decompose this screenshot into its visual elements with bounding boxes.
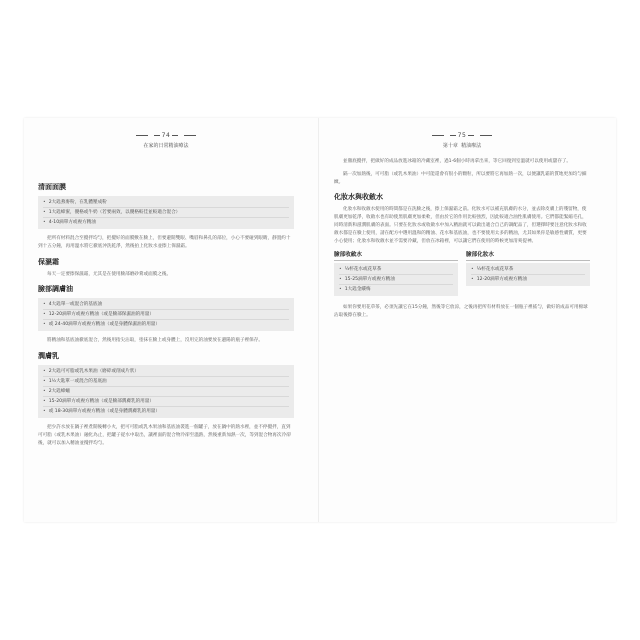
ingredient-item: • ¼杯花水或花草茶: [339, 265, 453, 275]
left-running-title: 在家的日常精油療法: [143, 143, 189, 149]
paragraph-moisturizer: 每天一定要擦保濕霜，尤其是在使用臉部磨砂膏或面膜之後。: [47, 271, 172, 277]
book-spread: [24, 118, 616, 522]
right-running-title: [320, 142, 604, 149]
ingredient-box-astringent: [334, 263, 458, 296]
section-title-face-mask: 清面面膜: [38, 183, 66, 191]
chapter-title: 精油療法: [461, 143, 482, 149]
right-page-number-line: [320, 132, 604, 139]
right-running-head: [320, 132, 604, 149]
section-title-toner: 化妝水與收斂水: [334, 193, 383, 202]
ingredient-box-face-oil: [38, 298, 294, 331]
paragraph-toner: 化妝水和收斂水使用的時間都是在洗臉之後，擦上保濕霜之前。化妝水可以補充肌膚的水分，並去除皮膚上的殘留物，使肌膚更加乾淨，收斂水也有助使黑肌膚更加柔軟，但由於它的作用比較強烈，因此較適合油性肌膚使用。它們都能緊縮毛孔，同時清新和滋潤肌膚的表面。只要在化妝水或收斂水中加入精油就可以做出適合自己的調配品了，但選擇時要注意化妝水和收斂水都是在臉上使用，請在配方中選用溫和的精油、花水和基底油，也不要使用太多的精油，尤其如果你是敏感性膚質，更要小心使用；化妝水和收斂水並不需要冷藏，但放在冰箱裡，可以讓它們在使用的時候更加清爽提神。: [334, 207, 587, 244]
recipe-columns: [334, 250, 590, 296]
ingredient-item: • 1½大匙單一或混合的基底油: [43, 377, 289, 387]
paragraph-lotion: 把少許水放在鍋子裡煮開後轉小火，把可可脂或乳木果油和基底油裝進一個罐子，放在鍋中的熱水裡，並不停攪拌，直到可可脂（或乳木果油）融化為止，把罐子從水中取出，讓裡面的混合物冷卻至溫熱，然後重新加熱一次，等到混合物再次冷卻後，就可以加入精油並攪拌均勻。: [38, 425, 291, 446]
ingredient-item: • 2大匙可可脂或乳木果油（磨碎或削成片狀）: [43, 367, 289, 377]
ingredient-box-face-mask: [38, 196, 294, 229]
ingredient-item: • 或 18-30滴單方或複方精油（或是身體潤膚乳的用量）: [43, 407, 289, 416]
recipe-title-astringent: 臉部收斂水: [334, 250, 458, 261]
ingredient-item: • 1大匙蜂蜜，優格或牛奶（若要兩效，以優格較佳並較適合混合）: [43, 208, 289, 218]
section-title-moisturizer: 保濕霜: [38, 257, 59, 266]
recipe-title-toner: 臉部化妝水: [466, 250, 590, 261]
section-title-lotion: 潤膚乳: [38, 352, 59, 361]
ingredient-item: • 1大匙金縷梅: [339, 285, 453, 294]
left-page-number-line: [24, 132, 308, 139]
page-gutter: [318, 118, 319, 522]
paragraph-closing: 如果你要用花草茶，必須先讓它在15分鐘，然後等它放涼，之後再把所有材料放在一個瓶子裡搖勻，做好的成品可用棉球沾取後擦在臉上。: [334, 305, 588, 319]
recipe-astringent: [334, 250, 458, 296]
left-page: [24, 118, 308, 522]
ingredient-box-toner: [466, 263, 590, 286]
ingredient-item: • 或 24-40滴單方或複方精油（或是身體保濕油的用量）: [43, 320, 289, 329]
ingredient-item: • 15-25滴單方或複方精油: [339, 275, 453, 285]
paragraph-intro-2: 隔一次加熱後，可可脂（或乳木果油）中可能還會有很小的顆粒，所以要將它再加熱一次，以便讓乳霜的質地更加均勻細緻。: [334, 171, 587, 185]
ingredient-item: • 4大匙單一或混合的基底油: [43, 300, 289, 310]
ingredient-item: • 12-20滴單方或複方精油: [471, 275, 585, 284]
right-content: [334, 158, 590, 325]
ingredient-item: • 12-20滴單方或複方精油（或是臉部保濕油的用量）: [43, 310, 289, 320]
left-content: [38, 176, 294, 453]
right-page: [320, 118, 604, 522]
ingredient-item: • 4-10滴單方或複方精油: [43, 218, 289, 227]
ingredient-item: • 2大匙燕麥粉，在乳體壓成粉: [43, 198, 289, 208]
ingredient-item: • ¼杯花水或花草茶: [471, 265, 585, 275]
right-page-number: 75: [457, 132, 467, 139]
chapter-label: 第十章: [442, 143, 458, 149]
left-running-head: [24, 132, 308, 149]
ingredient-box-lotion: [38, 365, 294, 418]
left-page-number: 74: [161, 132, 171, 139]
recipe-toner: [466, 250, 590, 296]
paragraph-intro: 並徹底攪拌，把做好的成品放進冰箱的冷藏室裡，過1-6個小時再拿出來，等它回復到室溫就可以使用或儲存了。: [343, 159, 572, 164]
paragraph-face-oil: 將精油和基底油徹底混合，然後用指尖沾取，塗抹在臉上或身體上，沒用完的油要放在避陽的瓶子裡保存。: [47, 338, 263, 344]
paragraph-face-mask: 把所有材料混合至攪拌均勻，把攪好的面膜敷在臉上，但要避開雙眼、嘴唇和鼻孔的部位，小心不要碰到眼睛，靜置約十到十五分鐘，再用溫水將它徹底沖洗乾淨，然後拍上化妝水並擦上保濕霜。: [38, 236, 291, 249]
ingredient-item: • 2大匙蜂蠟: [43, 387, 289, 397]
ingredient-item: • 15-20滴單方或複方精油（或是臉部潤膚乳的用量）: [43, 397, 289, 407]
section-title-face-oil: 臉部調膚油: [38, 285, 73, 294]
